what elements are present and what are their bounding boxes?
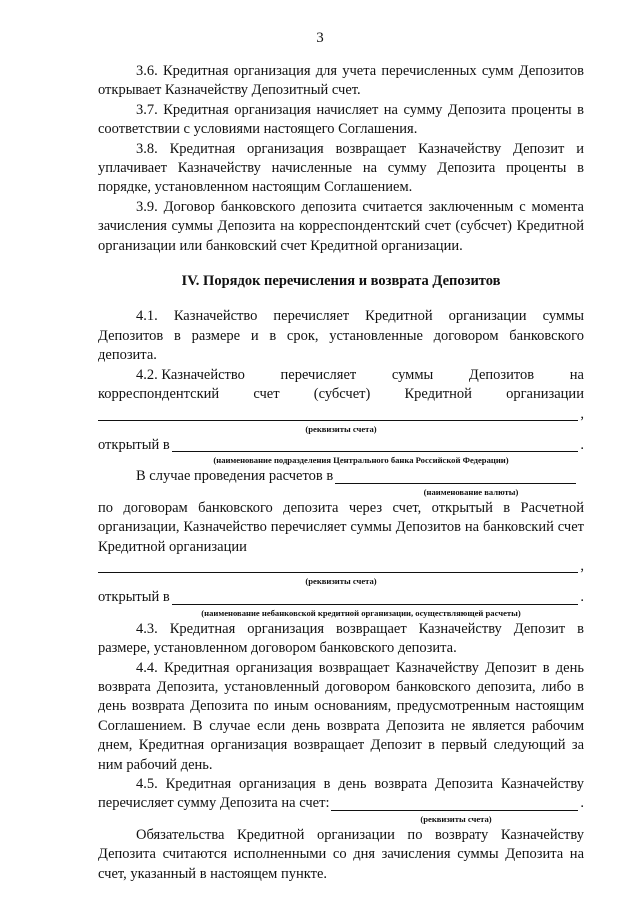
word: Кредитной: [404, 386, 472, 403]
paragraph-4-5-account-line: [98, 794, 584, 813]
blank-line: [172, 437, 579, 452]
comma: ,: [580, 405, 584, 422]
paragraph-deposit-agreements: по договорам банковского депозита через счет, открытый в Расчетной организации, Казначейство перечисляет суммы Депозитов на банковский счет Кредитной организации: [98, 499, 584, 555]
opened-in-line-2: [98, 588, 584, 607]
paragraph-4-4: 4.4. Кредитная организация возвращает Казначейству Депозит в день возврата Депозита, установленный договором банковского депозита, либо в день возврата Депозита по иным основаниям, предусмотренным настоящим Соглашением. В случае если день возврата Депозита не является рабочим днем, Кредитная организация возвращает Депозит в первый следующий за ним рабочий день.: [98, 659, 584, 773]
word: суммы: [391, 366, 434, 383]
caption-currency: (наименование валюты): [423, 486, 519, 497]
in-case-label: В случае проведения расчетов в: [136, 468, 334, 485]
word: (субсчет): [313, 386, 371, 403]
paragraph-3-6: 3.6. Кредитная организация для учета перечисленных сумм Депозитов открывает Казначейству Депозитный счет.: [98, 63, 584, 99]
paragraph-4-1: 4.1. Казначейство перечисляет Кредитной организации суммы Депозитов в размере и в срок, установленные договором банковского депозита.: [98, 308, 584, 364]
caption-account-details: (реквизиты счета): [305, 423, 377, 434]
blank-line: [172, 590, 579, 605]
caption-account-details-3: (реквизиты счета): [420, 813, 492, 824]
word: корреспондентский: [98, 386, 220, 403]
paragraph-4-2-line2: [98, 385, 584, 404]
word: 4.2. Казначейство: [136, 366, 245, 383]
currency-line: [98, 467, 584, 486]
paragraph-4-3: 4.3. Кредитная организация возвращает Казначейству Депозит в размере, установленном договором банковского депозита.: [98, 620, 584, 657]
period: .: [580, 589, 584, 606]
opened-in-label: открытый в: [98, 589, 170, 606]
period: .: [580, 795, 584, 812]
section-4-title: IV. Порядок перечисления и возврата Депозитов: [181, 273, 501, 290]
opened-in-line-1: [98, 436, 584, 455]
blank-line: [335, 469, 576, 484]
caption-nonbank: (наименование небанковской кредитной организации, осуществляющей расчеты): [201, 607, 521, 618]
word: счет: [253, 386, 280, 403]
blank-line: [98, 558, 578, 573]
blank-line: [331, 796, 578, 811]
page-number: 3: [316, 30, 324, 46]
caption-account-details-2: (реквизиты счета): [305, 576, 377, 587]
caption-cb-division: (наименование подразделения Центрального банка Российской Федерации): [213, 455, 509, 466]
period: .: [580, 436, 584, 453]
paragraph-3-7: 3.7. Кредитная организация начисляет на сумму Депозита проценты в соответствии с условиями настоящего Соглашения.: [98, 101, 584, 138]
word: организации: [506, 386, 584, 403]
paragraph-4-5-start: 4.5. Кредитная организация в день возврата Депозита Казначейству: [136, 776, 584, 792]
word: перечисляет: [280, 366, 357, 383]
paragraph-4-5-text: перечисляет сумму Депозита на счет:: [98, 795, 330, 812]
paragraph-4-2-line1: [98, 366, 584, 385]
document-body: [98, 62, 584, 884]
paragraph-obligations: Обязательства Кредитной организации по возврату Казначейству Депозита считаются исполненными со дня зачисления суммы Депозита на счет, указанный в настоящем пункте.: [98, 826, 584, 882]
opened-in-label: открытый в: [98, 436, 170, 453]
paragraph-3-8: 3.8. Кредитная организация возвращает Казначейству Депозит и уплачивает Казначейству начисленные на сумму Депозита проценты в порядке, установленном настоящим Соглашением.: [98, 140, 584, 196]
word: на: [569, 366, 584, 383]
comma: ,: [580, 557, 584, 574]
account-details-line-2: [98, 557, 584, 576]
blank-line: [98, 406, 578, 421]
word: Депозитов: [468, 366, 535, 383]
account-details-line-1: [98, 405, 584, 424]
paragraph-3-9: 3.9. Договор банковского депозита считается заключенным с момента зачисления суммы Депозита на корреспондентский счет (субсчет) Кредитной организации или банковский счет Кредитной организации.: [98, 198, 584, 254]
